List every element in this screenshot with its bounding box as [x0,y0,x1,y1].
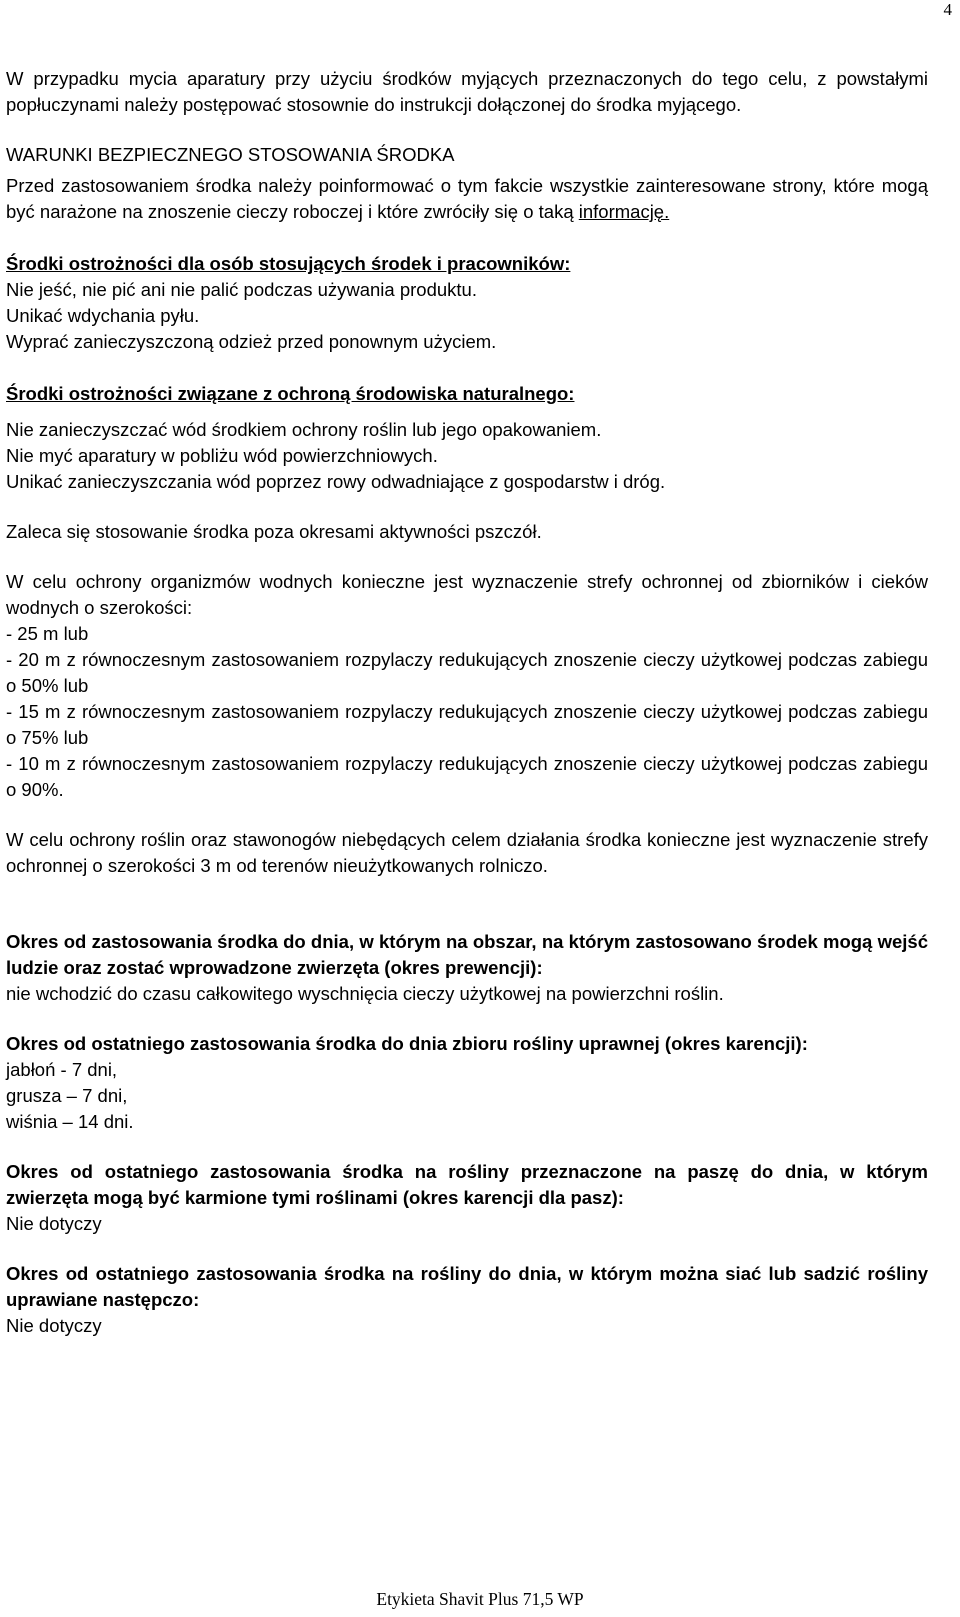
operator-precaution-3: Wyprać zanieczyszczoną odzież przed ponownym użyciem. [6,331,497,352]
operator-precaution-2: Unikać wdychania pyłu. [6,305,200,326]
page-footer [0,1589,960,1610]
safety-conditions-heading: WARUNKI BEZPIECZNEGO STOSOWANIA ŚRODKA [6,144,455,165]
sowing-interval-text: Nie dotyczy [6,1315,102,1336]
aquatic-buffer-intro: W celu ochrony organizmów wodnych konieczne jest wyznaczenie strefy ochronnej od zbiorników i cieków wodnych o szerokości: [6,571,928,618]
aquatic-buffer-option-2: - 20 m z równoczesnym zastosowaniem rozpylaczy redukujących znoszenie cieczy użytkowej podczas zabiegu o 50% lub [6,649,928,696]
aquatic-buffer-option-1: - 25 m lub [6,623,89,644]
harvest-interval-cherry: wiśnia – 14 dni. [6,1111,134,1132]
sowing-interval-heading: Okres od ostatniego zastosowania środka na rośliny do dnia, w którym można siać lub sadzić rośliny uprawiane następczo: [6,1263,928,1310]
feed-interval-text: Nie dotyczy [6,1213,102,1234]
aquatic-buffer-option-4: - 10 m z równoczesnym zastosowaniem rozpylaczy redukujących znoszenie cieczy użytkowej podczas zabiegu o 90%. [6,753,928,800]
environment-precaution-2: Nie myć aparatury w pobliżu wód powierzchniowych. [6,445,438,466]
plant-buffer-paragraph: W celu ochrony roślin oraz stawonogów niebędących celem działania środka konieczne jest wyznaczenie strefy ochronnej o szerokości 3 m od terenów nieużytkowanych rolniczo. [6,829,928,876]
harvest-interval-apple: jabłoń - 7 dni, [6,1059,118,1080]
environment-precautions-heading: Środki ostrożności związane z ochroną środowiska naturalnego: [6,383,575,404]
aquatic-buffer-option-3: - 15 m z równoczesnym zastosowaniem rozpylaczy redukujących znoszenie cieczy użytkowej podczas zabiegu o 75% lub [6,701,928,748]
prevention-period-text: nie wchodzić do czasu całkowitego wyschnięcia cieczy użytkowej na powierzchni roślin. [6,983,724,1004]
safety-conditions-text: Przed zastosowaniem środka należy poinformować o tym fakcie wszystkie zainteresowane strony, które mogą być narażone na znoszenie cieczy roboczej i które zwróciły się o taką [6,175,928,222]
cleaning-instructions: W przypadku mycia aparatury przy użyciu środków myjących przeznaczonych do tego celu, z powstałymi popłuczynami należy postępować stosownie do instrukcji dołączonej do środka myjącego. [6,68,928,115]
environment-precaution-1: Nie zanieczyszczać wód środkiem ochrony roślin lub jego opakowaniem. [6,419,602,440]
footer-label: Etykieta Shavit Plus 71,5 WP [376,1589,584,1609]
page-number: 4 [943,0,952,19]
harvest-interval-heading: Okres od ostatniego zastosowania środka do dnia zbioru rośliny uprawnej (okres karencji): [6,1033,808,1054]
information-link[interactable]: informację. [578,201,670,222]
label-document-body [6,66,928,1339]
operator-precaution-1: Nie jeść, nie pić ani nie palić podczas używania produktu. [6,279,477,300]
prevention-period-heading: Okres od zastosowania środka do dnia, w którym na obszar, na którym zastosowano środek mogą wejść ludzie oraz zostać wprowadzone zwierzęta (okres prewencji): [6,931,928,978]
feed-interval-heading: Okres od ostatniego zastosowania środka na rośliny przeznaczone na paszę do dnia, w którym zwierzęta mogą być karmione tymi roślinami (okres karencji dla pasz): [6,1161,928,1208]
environment-precaution-3: Unikać zanieczyszczania wód poprzez rowy odwadniające z gospodarstw i dróg. [6,471,666,492]
operator-precautions-heading: Środki ostrożności dla osób stosujących środek i pracowników: [6,253,571,274]
safety-conditions-paragraph [6,173,928,225]
bee-protection-note: Zaleca się stosowanie środka poza okresami aktywności pszczół. [6,521,542,542]
harvest-interval-pear: grusza – 7 dni, [6,1085,128,1106]
